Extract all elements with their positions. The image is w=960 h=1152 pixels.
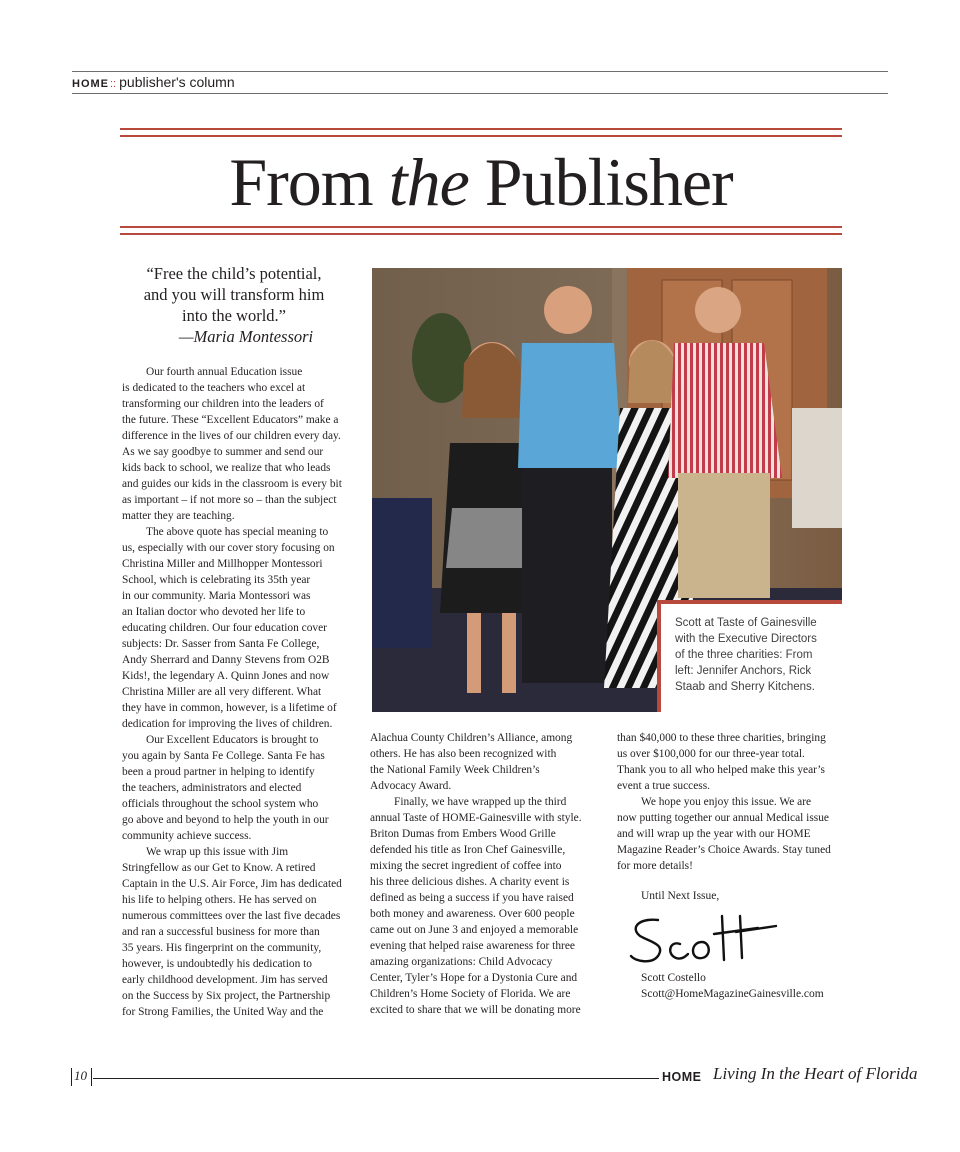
- text-line: kids back to school, we realize that who leads: [122, 462, 331, 474]
- body-paragraph: [122, 732, 348, 844]
- page-title: [120, 140, 842, 224]
- text-line: officials throughout the school system who: [122, 798, 319, 810]
- text-line: annual Taste of HOME-Gainesville with style.: [370, 812, 582, 824]
- caption-line: Staab and Sherry Kitchens.: [675, 681, 815, 693]
- header-brand: HOME: [72, 78, 109, 90]
- text-line: an Italian doctor who devoted her life to: [122, 606, 306, 618]
- closing-line: Until Next Issue,: [641, 890, 720, 902]
- body-column-2: [370, 730, 596, 1018]
- text-line: We wrap up this issue with Jim: [146, 846, 289, 858]
- text-line: us over $100,000 for our three-year total.: [617, 748, 805, 760]
- text-line: Magazine Reader’s Choice Awards. Stay tuned: [617, 844, 831, 856]
- text-line: early childhood development. Jim has served: [122, 974, 328, 986]
- text-line: and ran a successful business for more than: [122, 926, 320, 938]
- text-line: Center, Tyler’s Hope for a Dystonia Cure and: [370, 972, 578, 984]
- text-line: us, especially with our cover story focusing on: [122, 542, 335, 554]
- text-line: and will wrap up the year with our HOME: [617, 828, 811, 840]
- header-section: publisher's column: [119, 74, 235, 90]
- text-line: defended his title as Iron Chef Gainesville,: [370, 844, 566, 856]
- text-line: Thank you to all who helped make this year’s: [617, 764, 825, 776]
- text-line: Alachua County Children’s Alliance, among: [370, 732, 573, 744]
- caption-line: with the Executive Directors: [675, 633, 817, 645]
- text-line: amazing organizations: Child Advocacy: [370, 956, 553, 968]
- text-line: As we say goodbye to summer and send our: [122, 446, 324, 458]
- photo-caption: [657, 600, 842, 712]
- text-line: transforming our children into the leaders of: [122, 398, 324, 410]
- footer-brand: HOME: [662, 1070, 702, 1084]
- body-paragraph: [122, 524, 348, 732]
- text-line: The above quote has special meaning to: [146, 526, 329, 538]
- title-rule-top-1: [120, 128, 842, 130]
- signer-email[interactable]: Scott@HomeMagazineGainesville.com: [641, 988, 824, 1000]
- text-line: for more details!: [617, 860, 693, 872]
- text-line: Christina Miller are all very different. What: [122, 686, 322, 698]
- text-line: subjects: Dr. Sasser from Santa Fe College,: [122, 638, 320, 650]
- text-line: Andy Sherrard and Danny Stevens from O2B: [122, 654, 330, 666]
- text-line: Children’s Home Society of Florida. We are: [370, 988, 571, 1000]
- text-line: difference in the lives of our children every day.: [122, 430, 341, 442]
- text-line: as important – if not more so – than the subject: [122, 494, 337, 506]
- text-line: educating children. Our four education cover: [122, 622, 327, 634]
- page-number: 10: [74, 1068, 87, 1083]
- text-line: dedication for improving the lives of children.: [122, 718, 333, 730]
- header-separator: ::: [110, 78, 117, 90]
- footer-bar-right: [91, 1068, 92, 1086]
- body-paragraph: [370, 794, 596, 1018]
- text-line: Our Excellent Educators is brought to: [146, 734, 319, 746]
- footer-bar-left: [71, 1068, 72, 1086]
- text-line: others. He has also been recognized with: [370, 748, 557, 760]
- text-line: the future. These “Excellent Educators” make a: [122, 414, 339, 426]
- text-line: excited to share that we will be donating more: [370, 1004, 581, 1016]
- text-line: for Strong Families, the United Way and the: [122, 1006, 324, 1018]
- text-line: matter they are teaching.: [122, 510, 235, 522]
- title-italic: the: [388, 144, 469, 220]
- text-line: his life to helping others. He has served on: [122, 894, 317, 906]
- signer-name: Scott Costello: [641, 972, 706, 984]
- text-line: they have in common, however, is a lifetime of: [122, 702, 337, 714]
- text-line: came out on June 3 and enjoyed a memorable: [370, 924, 579, 936]
- body-paragraph: [122, 844, 348, 1020]
- text-line: We hope you enjoy this issue. We are: [641, 796, 812, 808]
- caption-line: Scott at Taste of Gainesville: [675, 617, 817, 629]
- title-part2: Publisher: [468, 144, 733, 220]
- text-line: Advocacy Award.: [370, 780, 452, 792]
- footer-tagline: Living In the Heart of Florida: [713, 1064, 918, 1083]
- text-line: event a true success.: [617, 780, 710, 792]
- text-line: the teachers, administrators and elected: [122, 782, 302, 794]
- body-paragraph: [370, 730, 596, 794]
- text-line: Stringfellow as our Get to Know. A retired: [122, 862, 316, 874]
- body-column-3: [617, 730, 843, 874]
- header-bottom-rule: [72, 93, 888, 94]
- footer-rule: [93, 1078, 659, 1079]
- quote-line: and you will transform him: [143, 285, 325, 304]
- signature-image: [628, 908, 778, 968]
- text-line: Christina Miller and Millhopper Montessori: [122, 558, 323, 570]
- text-line: now putting together our annual Medical issue: [617, 812, 829, 824]
- text-line: is dedicated to the teachers who excel at: [122, 382, 306, 394]
- title-rule-bottom-2: [120, 233, 842, 235]
- body-paragraph: [617, 730, 843, 794]
- text-line: School, which is celebrating its 35th year: [122, 574, 311, 586]
- text-line: numerous committees over the last five decades: [122, 910, 341, 922]
- text-line: on the Success by Six project, the Partnership: [122, 990, 331, 1002]
- text-line: 35 years. His fingerprint on the community,: [122, 942, 322, 954]
- header-top-rule: [72, 71, 888, 72]
- text-line: than $40,000 to these three charities, bringing: [617, 732, 826, 744]
- quote-line: into the world.”: [181, 306, 287, 325]
- text-line: Our fourth annual Education issue: [146, 366, 303, 378]
- text-line: mixing the secret ingredient of coffee into: [370, 860, 562, 872]
- text-line: been a proud partner in helping to identify: [122, 766, 315, 778]
- text-line: Kids!, the legendary A. Quinn Jones and now: [122, 670, 330, 682]
- body-column-1: [122, 364, 348, 1020]
- text-line: his three delicious dishes. A charity event is: [370, 876, 570, 888]
- signer-block: [641, 970, 824, 1002]
- body-paragraph: [122, 364, 348, 524]
- pull-quote: [122, 263, 346, 347]
- text-line: you again by Santa Fe College. Santa Fe has: [122, 750, 325, 762]
- text-line: and guides our kids in the classroom is every bit: [122, 478, 342, 490]
- title-part1: From: [229, 144, 389, 220]
- text-line: in our community. Maria Montessori was: [122, 590, 311, 602]
- text-line: community achieve success.: [122, 830, 252, 842]
- caption-line: left: Jennifer Anchors, Rick: [675, 665, 812, 677]
- text-line: the National Family Week Children’s: [370, 764, 540, 776]
- text-line: Finally, we have wrapped up the third: [394, 796, 567, 808]
- text-line: however, is undoubtedly his dedication to: [122, 958, 312, 970]
- caption-line: of the three charities: From: [675, 649, 813, 661]
- body-paragraph: [617, 794, 843, 874]
- title-rule-bottom-1: [120, 226, 842, 228]
- text-line: both money and awareness. Over 600 people: [370, 908, 575, 920]
- text-line: defined as being a success if you have raised: [370, 892, 574, 904]
- quote-attribution: —Maria Montessori: [178, 327, 314, 346]
- text-line: Captain in the U.S. Air Force, Jim has dedicated: [122, 878, 342, 890]
- text-line: Briton Dumas from Embers Wood Grille: [370, 828, 556, 840]
- text-line: go above and beyond to help the youth in our: [122, 814, 329, 826]
- section-header: [72, 74, 235, 90]
- quote-line: “Free the child’s potential,: [146, 264, 322, 283]
- title-rule-top-2: [120, 135, 842, 137]
- text-line: evening that helped raise awareness for three: [370, 940, 575, 952]
